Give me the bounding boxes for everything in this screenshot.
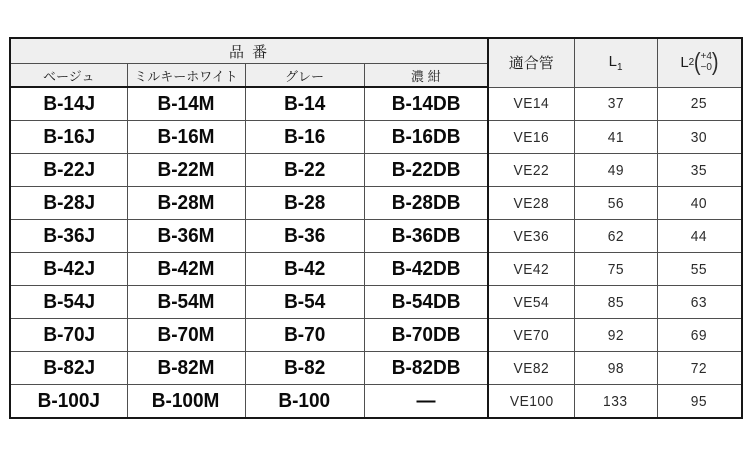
tolerance-minus: −0 [700,61,712,73]
l2-header-content [680,50,718,75]
l2-base: L [680,54,689,72]
header-row-group [10,38,742,64]
cell-gray: B-36 [245,220,364,253]
cell-fit-pipe: VE16 [488,121,574,154]
cell-gray: B-28 [245,187,364,220]
l1-base: L [608,52,617,70]
cell-beige: B-54J [10,286,127,319]
cell-beige: B-82J [10,352,127,385]
cell-milky-white: B-42M [127,253,245,286]
paren-close: ) [711,48,719,77]
table-row [10,154,742,187]
cell-milky-white: B-14M [127,87,245,121]
cell-l1: 41 [574,121,657,154]
table-row [10,121,742,154]
cell-l2: 40 [657,187,742,220]
cell-dark-navy: B-14DB [364,87,488,121]
cell-fit-pipe: VE70 [488,319,574,352]
col-header-l1 [574,38,657,87]
table-row [10,286,742,319]
cell-l1: 62 [574,220,657,253]
table-row [10,352,742,385]
cell-gray: B-14 [245,87,364,121]
cell-gray: B-70 [245,319,364,352]
cell-milky-white: B-28M [127,187,245,220]
cell-dark-navy: — [364,385,488,419]
col-header-milky-white: ミルキーホワイト [127,64,245,88]
cell-dark-navy: B-70DB [364,319,488,352]
cell-l1: 56 [574,187,657,220]
cell-gray: B-82 [245,352,364,385]
table-header [10,38,742,87]
cell-milky-white: B-16M [127,121,245,154]
cell-fit-pipe: VE36 [488,220,574,253]
col-header-beige: ベージュ [10,64,127,88]
cell-dark-navy: B-42DB [364,253,488,286]
cell-dark-navy: B-36DB [364,220,488,253]
cell-beige: B-28J [10,187,127,220]
cell-gray: B-100 [245,385,364,419]
cell-fit-pipe: VE28 [488,187,574,220]
cell-beige: B-70J [10,319,127,352]
cell-fit-pipe: VE22 [488,154,574,187]
cell-beige: B-42J [10,253,127,286]
cell-milky-white: B-100M [127,385,245,419]
cell-beige: B-14J [10,87,127,121]
cell-dark-navy: B-22DB [364,154,488,187]
cell-l1: 98 [574,352,657,385]
table-body [10,87,742,418]
cell-milky-white: B-22M [127,154,245,187]
cell-l1: 92 [574,319,657,352]
group-header-part-number: 品 番 [10,38,488,64]
cell-fit-pipe: VE100 [488,385,574,419]
cell-beige: B-36J [10,220,127,253]
cell-gray: B-22 [245,154,364,187]
tolerance-plus: +4 [700,51,712,63]
col-header-dark-navy: 濃 紺 [364,64,488,88]
tolerance-stack [701,52,712,73]
col-header-l2 [657,38,742,87]
table-row [10,187,742,220]
col-header-fit-pipe: 適合管 [488,38,574,87]
cell-l2: 35 [657,154,742,187]
l1-subscript: 1 [616,61,623,73]
cell-l1: 85 [574,286,657,319]
cell-milky-white: B-36M [127,220,245,253]
table-row [10,87,742,121]
cell-l2: 95 [657,385,742,419]
cell-dark-navy: B-54DB [364,286,488,319]
table-row [10,253,742,286]
cell-l1: 75 [574,253,657,286]
paren-open: ( [694,48,701,77]
cell-beige: B-22J [10,154,127,187]
cell-l1: 133 [574,385,657,419]
table-row [10,319,742,352]
cell-fit-pipe: VE54 [488,286,574,319]
cell-l2: 63 [657,286,742,319]
cell-milky-white: B-54M [127,286,245,319]
cell-l1: 49 [574,154,657,187]
cell-beige: B-100J [10,385,127,419]
cell-dark-navy: B-16DB [364,121,488,154]
product-spec-table [9,37,743,419]
cell-beige: B-16J [10,121,127,154]
cell-l1: 37 [574,87,657,121]
cell-gray: B-42 [245,253,364,286]
cell-fit-pipe: VE42 [488,253,574,286]
cell-fit-pipe: VE14 [488,87,574,121]
cell-fit-pipe: VE82 [488,352,574,385]
cell-gray: B-16 [245,121,364,154]
cell-l2: 72 [657,352,742,385]
col-header-gray: グレー [245,64,364,88]
cell-gray: B-54 [245,286,364,319]
cell-milky-white: B-70M [127,319,245,352]
cell-l2: 25 [657,87,742,121]
table-row [10,385,742,419]
cell-l2: 30 [657,121,742,154]
cell-l2: 69 [657,319,742,352]
cell-l2: 55 [657,253,742,286]
cell-dark-navy: B-82DB [364,352,488,385]
cell-dark-navy: B-28DB [364,187,488,220]
cell-l2: 44 [657,220,742,253]
l2-subscript: 2 [688,57,695,69]
cell-milky-white: B-82M [127,352,245,385]
table-row [10,220,742,253]
